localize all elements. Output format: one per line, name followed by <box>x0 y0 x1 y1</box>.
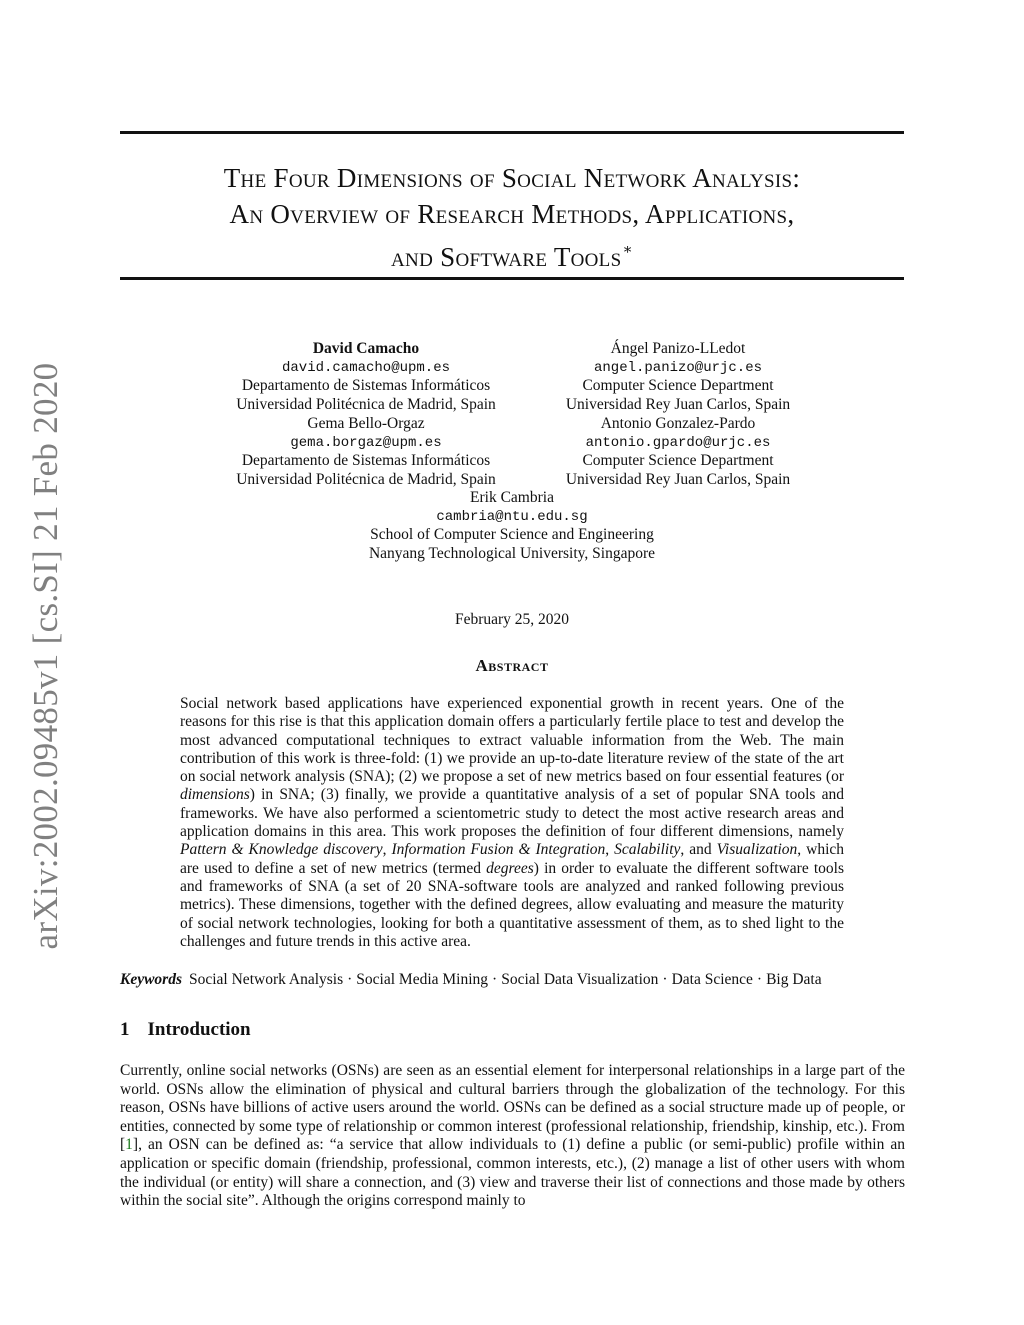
abstract-emphasis: Pattern & Knowledge discovery <box>180 841 383 859</box>
paper-title <box>120 160 904 275</box>
title-top-rule <box>120 131 904 134</box>
intro-text: ], an OSN can be defined as: “a service that allow individuals to (1) define a public (or semi-public) profile within an application or specific domain (friendship, professional, common interests, etc.), (2) manage a list of other users with whom the individual (or entity) will share a connection, and (3) view and traverse their list of connections and those made by others within the social site”. Although the origins correspond mainly to <box>120 1136 905 1210</box>
author-department: Computer Science Department <box>582 452 774 470</box>
abstract-emphasis: Visualization <box>716 841 798 859</box>
author-email[interactable]: david.camacho@upm.es <box>281 359 451 376</box>
arxiv-stamp: arXiv:2002.09485v1 [cs.SI] 21 Feb 2020 <box>26 362 65 950</box>
keyword-separator: · <box>662 971 668 988</box>
author-department: Departamento de Sistemas Informáticos <box>241 377 491 395</box>
title-footnote-marker: ∗ <box>622 242 633 258</box>
section-title: Introduction <box>147 1019 251 1040</box>
abstract-heading: Abstract <box>475 656 549 675</box>
author-email[interactable]: angel.panizo@urjc.es <box>593 359 763 376</box>
author-affiliation: Universidad Rey Juan Carlos, Spain <box>565 396 791 414</box>
section-heading <box>120 1019 251 1041</box>
author-name: Ángel Panizo-LLedot <box>610 340 746 357</box>
author-affiliation: Universidad Rey Juan Carlos, Spain <box>565 470 791 488</box>
keyword-separator: · <box>756 971 763 988</box>
author-name: David Camacho <box>312 340 420 357</box>
abstract-body <box>180 695 844 951</box>
paper-date: February 25, 2020 <box>454 611 570 628</box>
author-department: Computer Science Department <box>582 377 774 395</box>
title-line-3-text: and Software Tools <box>391 242 622 272</box>
abstract-text: , and <box>680 841 717 859</box>
abstract-emphasis: degrees <box>486 859 534 877</box>
abstract-text: , <box>382 841 392 859</box>
citation-link[interactable]: 1 <box>125 1136 133 1154</box>
keyword: Big Data <box>766 971 822 988</box>
author-email[interactable]: antonio.gpardo@urjc.es <box>585 434 771 451</box>
author-department: School of Computer Science and Engineering <box>370 526 654 544</box>
keyword: Data Science <box>671 971 753 988</box>
author-affiliation: Universidad Politécnica de Madrid, Spain <box>236 470 496 488</box>
author-name: Erik Cambria <box>470 489 554 506</box>
author-email[interactable]: gema.borgaz@upm.es <box>290 434 442 451</box>
author-name: Gema Bello-Orgaz <box>307 414 425 432</box>
intro-paragraph <box>120 1062 905 1211</box>
abstract-text: ) in SNA; (3) finally, we provide a quantitative analysis of a set of popular SNA tools and frameworks. We have also performed a scientometric study to detect the most active research areas and application domains in this area. This work proposes the definition of four different dimensions, namely <box>180 786 844 841</box>
author-name: Antonio Gonzalez-Pardo <box>600 414 756 432</box>
intro-text: Currently, online social networks (OSNs) are seen as an essential element for interpersonal relationships in a large part of the world. OSNs allow the elimination of physical and cultural barriers through the globalization of the technology. For this reason, OSNs have billions of active users around the world. OSNs can be defined as a social structure made up of people, or entities, connected by some type of relationship or common interest (professional relationship, friendship, kinship, etc.). From [ <box>120 1062 905 1154</box>
keywords-label: Keywords <box>120 971 182 988</box>
introduction-body <box>120 1062 905 1211</box>
title-line-3 <box>120 232 904 275</box>
author-affiliation: Universidad Politécnica de Madrid, Spain <box>236 396 496 414</box>
abstract-text: Social network based applications have experienced exponential growth in recent years. One of the reasons for this rise is that this application domain offers a particularly fertile place to test and develop the most advanced computational techniques to extract valuable information from the Web. The main contribution of this work is three-fold: (1) we provide an up-to-date literature review of the state of the art on social network analysis (SNA); (2) we propose a set of new metrics based on four essential features (or <box>180 695 844 786</box>
author-department: Departamento de Sistemas Informáticos <box>241 452 491 470</box>
keyword: Social Media Mining <box>356 971 489 988</box>
abstract-text: ) in order to evaluate the different software tools and frameworks of SNA (a set of 20 SNA-software tools are analyzed and ranked following previous metrics). These dimensions, together with the defined degrees, allow evaluating and measure the maturity of social network technologies, looking for both a quantitative assessment of them, as to shed light to the challenges and future trends in this active area. <box>180 859 844 950</box>
keyword: Social Data Visualization <box>501 971 659 988</box>
abstract-emphasis: dimensions <box>180 786 250 804</box>
abstract-text: , which are used to define a set of new metrics (termed <box>180 841 845 877</box>
keyword-separator: · <box>347 971 353 988</box>
title-line-1: The Four Dimensions of Social Network Analysis: <box>223 163 801 193</box>
author-center-block <box>112 489 912 564</box>
author-affiliation: Nanyang Technological University, Singapore <box>368 545 656 563</box>
keyword: Social Network Analysis <box>189 971 344 988</box>
section-number: 1 <box>120 1019 130 1040</box>
abstract-text: , <box>605 841 615 859</box>
title-line-2: An Overview of Research Methods, Applications, <box>229 199 795 229</box>
title-bottom-rule <box>120 277 904 280</box>
keywords-line <box>120 971 904 989</box>
author-email[interactable]: cambria@ntu.edu.sg <box>436 508 588 525</box>
authors-right-column <box>488 340 868 490</box>
keyword-separator: · <box>492 971 498 988</box>
abstract-paragraph <box>180 695 844 951</box>
abstract-emphasis: Information Fusion & Integration <box>391 841 606 859</box>
abstract-emphasis: Scalability <box>614 841 681 859</box>
